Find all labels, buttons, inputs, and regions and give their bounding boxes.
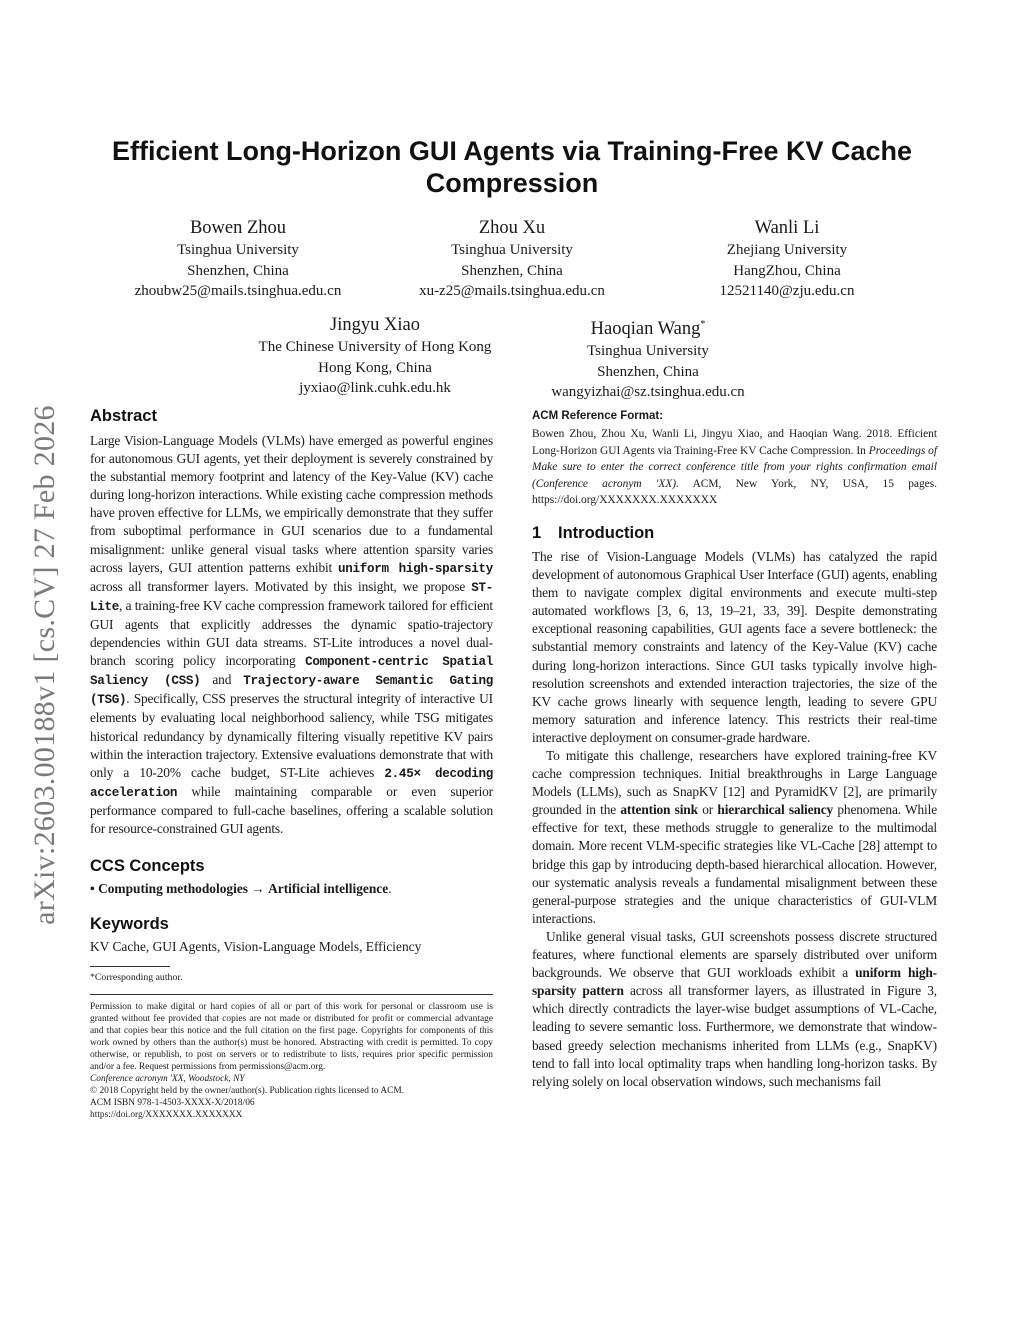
author-email[interactable]: xu-z25@mails.tsinghua.edu.cn <box>419 283 605 299</box>
right-column <box>532 410 937 1091</box>
arxiv-identifier-text: arXiv:2603.00188v1 [cs.CV] 27 Feb 2026 <box>28 405 61 925</box>
abstract-text <box>90 432 493 838</box>
author-email[interactable]: wangyizhai@sz.tsinghua.edu.cn <box>551 384 745 401</box>
title-line-2: Compression <box>425 168 599 198</box>
author-name <box>528 313 768 341</box>
author-block-5 <box>528 313 768 403</box>
abstract-span: Large Vision-Language Models (VLMs) have emerged as powerful engines for autonomous GUI agents, yet their deployment is severely constrained by the substantial memory footprint and latency of the Key-Value (KV) cache during long-horizon interactions. While existing cache compression methods have proven effective for LLMs, we empirically demonstrate that they suffer from suboptimal performance in GUI scenarios due to a fundamental misalignment: unlike general visual tasks where attention sparsity varies across layers, GUI attention patterns exhibit <box>90 433 493 575</box>
acm-reference-text <box>532 426 937 509</box>
acm-reference-venue: Proceedings of Make sure to enter the correct conference title from your rights confirmation email (Conference acronym 'XX). <box>532 444 937 490</box>
abstract-heading: Abstract <box>90 407 157 425</box>
intro-span: Unlike general visual tasks, GUI screenshots possess discrete structured features, where functional elements are sparsely distributed over uniform backgrounds. We observe that GUI workloads exhibit a <box>532 928 937 981</box>
abstract-emphasis: 2.45× decoding acceleration <box>90 766 493 800</box>
abstract-span: across all transformer layers. Motivated by this insight, we propose <box>90 578 472 594</box>
intro-emphasis: uniform high-sparsity pattern <box>532 965 937 999</box>
section-title: Introduction <box>558 523 655 542</box>
keywords-heading: Keywords <box>90 915 169 934</box>
ccs-concepts-line <box>90 880 493 898</box>
author-email[interactable]: jyxiao@link.cuhk.edu.hk <box>299 380 451 396</box>
author-affiliation: Zhejiang University <box>726 242 848 258</box>
conference-line: Conference acronym 'XX, Woodstock, NY <box>90 1074 245 1085</box>
intro-span: or <box>697 802 718 818</box>
author-affiliation: Tsinghua University <box>587 343 709 360</box>
intro-emphasis: hierarchical saliency <box>717 802 834 818</box>
author-block-2 <box>392 216 632 302</box>
author-affiliation: The Chinese University of Hong Kong <box>258 339 492 355</box>
abstract-span: . Specifically, CSS preserves the structural integrity of interactive UI elements by evaluating local neighborhood saliency, while TSG mitigates historical redundancy by dynamically filtering visually repetitive KV pairs within the interaction trajectory. Extensive evaluations demonstrate that with only a 10-20% cache budget, ST-Lite achieves <box>90 691 493 780</box>
isbn-line: ACM ISBN 978-1-4503-XXXX-X/2018/06 <box>90 1098 255 1109</box>
author-location: HangZhou, China <box>733 262 841 279</box>
title-line-1: Efficient Long-Horizon GUI Agents via Training-Free KV Cache <box>111 136 913 166</box>
keywords-text: KV Cache, GUI Agents, Vision-Language Models, Efficiency <box>90 939 422 955</box>
paper-title <box>90 135 934 199</box>
permission-notice: Permission to make digital or hard copies of all or part of this work for personal or classroom use is granted without fee provided that copies are not made or distributed for profit or commercial advantage and that copies bear this notice and the full citation on the first page. Copyrights for components of this work owned by others than the author(s) must be honored. Abstracting with credit is permitted. To copy otherwise, or republish, to post on servers or to redistribute to lists, requires prior specific permission and/or a fee. Request permissions from permissions@acm.org. <box>90 1002 493 1073</box>
intro-paragraph-3 <box>532 928 937 1091</box>
author-location: Shenzhen, China <box>461 262 563 279</box>
permission-divider <box>90 994 493 995</box>
ccs-bullet: • <box>90 881 95 897</box>
intro-span: phenomena. While effective for text, these methods struggle to generalize to the multimodal domain. More recent VLM-specific strategies like VL-Cache [28] attempt to bridge this gap by introducing depth-based hierarchical allocation. However, our systematic analysis reveals a fundamental misalignment between these general-purpose strategies and the unique characteristics of GUI-VLM interactions. <box>532 802 937 926</box>
abstract-emphasis: uniform high-sparsity <box>337 561 493 576</box>
author-name: Jingyu Xiao <box>330 315 420 335</box>
doi-link[interactable]: https://doi.org/XXXXXXX.XXXXXXX <box>90 1110 243 1121</box>
corresponding-author-footnote: *Corresponding author. <box>90 972 183 984</box>
abstract-span: while maintaining comparable or even superior performance compared to full-cache baselines, offering a scalable solution for resource-constrained GUI agents. <box>90 783 493 836</box>
abstract-emphasis: ST-Lite <box>90 580 493 614</box>
copyright-line: © 2018 Copyright held by the owner/author(s). Publication rights licensed to ACM. <box>90 1086 405 1097</box>
author-affiliation: Tsinghua University <box>451 242 573 258</box>
intro-paragraph-2 <box>532 747 937 928</box>
abstract-emphasis: Component-centric Spatial Saliency (CSS) <box>90 655 493 689</box>
ccs-arrow: → <box>247 881 269 897</box>
ccs-period: . <box>388 881 392 897</box>
author-name: Zhou Xu <box>478 218 546 238</box>
author-block-4 <box>230 313 520 399</box>
abstract-span: and <box>200 672 244 688</box>
intro-span: To mitigate this challenge, researchers have explored training-free KV cache compression techniques. Initial breakthroughs in Large Language Models (LLMs), such as SnapKV [12] and PyramidKV [2], are primarily grounded in the <box>532 748 937 818</box>
section-number: 1 <box>532 523 542 542</box>
intro-emphasis: attention sink <box>620 802 698 818</box>
acm-reference-span: Bowen Zhou, Zhou Xu, Wanli Li, Jingyu Xiao, and Haoqian Wang. 2018. Efficient Long-Horizon GUI Agents via Training-Free KV Cache Compression. In <box>532 428 937 457</box>
author-name-text: Haoqian Wang <box>590 319 701 340</box>
left-column <box>90 404 493 1121</box>
author-affiliation: Tsinghua University <box>177 242 299 258</box>
author-location: Shenzhen, China <box>597 363 699 380</box>
author-email[interactable]: 12521140@zju.edu.cn <box>719 283 855 299</box>
abstract-emphasis: Trajectory-aware Semantic Gating (TSG) <box>90 674 494 708</box>
introduction-heading <box>532 521 937 545</box>
acm-reference-heading: ACM Reference Format: <box>532 410 663 422</box>
ccs-term: Artificial intelligence <box>268 881 389 897</box>
footnote-divider <box>90 966 170 967</box>
author-name: Wanli Li <box>754 218 820 238</box>
acm-reference-span: ACM, New York, NY, USA, 15 pages. https://doi.org/XXXXXXX.XXXXXXX <box>532 477 937 507</box>
author-location: Hong Kong, China <box>318 359 432 376</box>
intro-paragraph-1: The rise of Vision-Language Models (VLMs) has catalyzed the rapid development of autonomous Graphical User Interface (GUI) agents, enabling them to navigate complex digital environments and execute multi-step automated workflows [3, 6, 13, 19–21, 33, 39]. Despite demonstrating exceptional reasoning capabilities, GUI agents face a severe bottleneck: the substantial memory constraints and latency of the Key-Value (KV) cache during long-horizon interactions. Since GUI tasks typically involve high-resolution screenshots and extended interaction trajectories, the size of the KV cache grows linearly with sequence length, leading to severe GPU memory saturation and inference latency. This restricts their real-time interactive deployment on consumer-grade hardware. <box>532 548 937 745</box>
corresponding-marker: * <box>700 319 706 330</box>
intro-span: across all transformer layers, as illustrated in Figure 3, which directly contradicts the layer-wise budget assumptions of VL-Cache, leading to severe semantic loss. Furthermore, we demonstrate that window-based greedy selection mechanisms inherited from LLMs (e.g., SnapKV) tend to fall into local optimality traps when handling long-horizon tasks. By relying solely on local observation windows, such mechanisms fail <box>532 983 937 1089</box>
author-block-3 <box>667 216 907 302</box>
author-block-1 <box>118 216 358 302</box>
ccs-heading: CCS Concepts <box>90 857 205 876</box>
ccs-term: Computing methodologies <box>98 881 248 897</box>
author-name: Bowen Zhou <box>189 218 287 238</box>
abstract-span: , a training-free KV cache compression framework tailored for efficient GUI agents that explicitly addresses the dynamic spatio-trajectory dependencies within GUI data streams. ST-Lite introduces a novel dual-branch scoring policy incorporating <box>90 597 493 669</box>
author-email[interactable]: zhoubw25@mails.tsinghua.edu.cn <box>134 283 342 299</box>
author-location: Shenzhen, China <box>187 262 289 279</box>
arxiv-identifier <box>20 370 70 960</box>
